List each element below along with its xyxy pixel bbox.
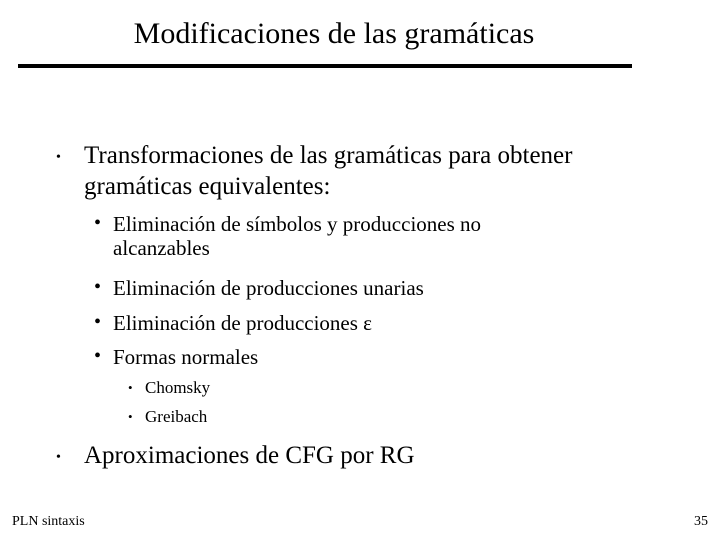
sub-bullet-item: Formas normales	[113, 345, 259, 369]
bullet-marker: •	[56, 150, 61, 165]
page-number: 35	[694, 514, 708, 529]
sub-bullet-marker: •	[94, 345, 102, 367]
bullet-item: Transformaciones de las gramáticas para obtener gramáticas equivalentes:	[84, 142, 573, 200]
bullet-item: Aproximaciones de CFG por RG	[84, 442, 415, 469]
sub-bullet-marker: •	[94, 311, 102, 333]
sub-bullet-item: Eliminación de símbolos y producciones no alcanzables	[113, 212, 482, 260]
footer-label: PLN sintaxis	[12, 514, 85, 529]
title-rule	[18, 64, 632, 68]
sub-bullet-item: Eliminación de producciones unarias	[113, 276, 424, 300]
sub-sub-bullet-marker: •	[128, 380, 133, 395]
sub-sub-bullet-item: Greibach	[145, 407, 208, 426]
sub-sub-bullet-item: Chomsky	[145, 378, 211, 397]
sub-bullet-marker: •	[94, 212, 102, 234]
sub-bullet-item: Eliminación de producciones ε	[113, 311, 372, 335]
sub-bullet-marker: •	[94, 276, 102, 298]
bullet-marker: •	[56, 450, 61, 465]
sub-sub-bullet-marker: •	[128, 409, 133, 424]
slide-title: Modificaciones de las gramáticas	[133, 17, 535, 50]
